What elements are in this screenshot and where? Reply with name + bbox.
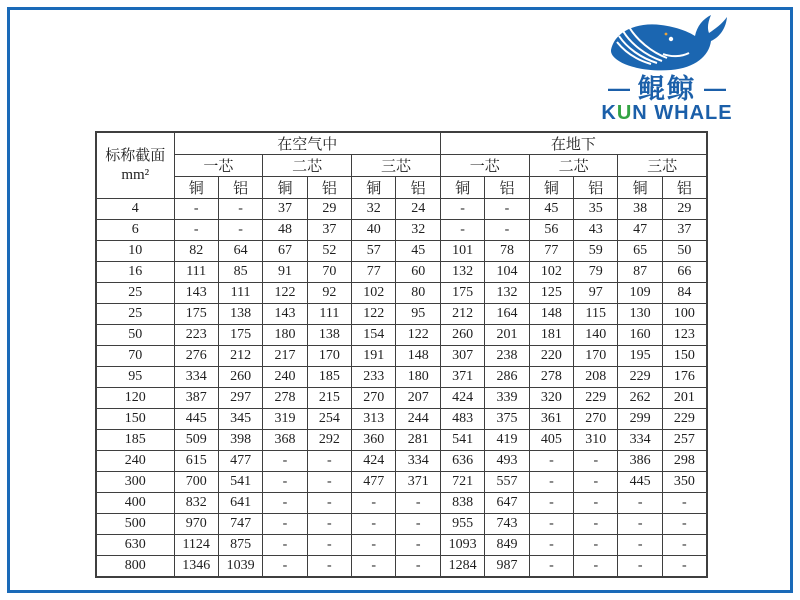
value-cell: 130: [618, 304, 662, 325]
value-cell: 66: [662, 262, 706, 283]
value-cell: 138: [307, 325, 351, 346]
value-cell: -: [263, 451, 307, 472]
table-row: [96, 556, 707, 578]
value-cell: 254: [307, 409, 351, 430]
core-header: 一芯: [440, 155, 529, 177]
value-cell: 109: [618, 283, 662, 304]
value-cell: 100: [662, 304, 706, 325]
section-cell: 400: [96, 493, 174, 514]
value-cell: 419: [485, 430, 529, 451]
material-header: 铜: [263, 177, 307, 199]
value-cell: 47: [618, 220, 662, 241]
value-cell: 170: [307, 346, 351, 367]
value-cell: 115: [574, 304, 618, 325]
value-cell: 176: [662, 367, 706, 388]
value-cell: 987: [485, 556, 529, 578]
value-cell: 832: [174, 493, 218, 514]
value-cell: -: [352, 535, 396, 556]
value-cell: 92: [307, 283, 351, 304]
value-cell: 140: [574, 325, 618, 346]
section-cell: 16: [96, 262, 174, 283]
value-cell: 150: [662, 346, 706, 367]
value-cell: 334: [174, 367, 218, 388]
value-cell: -: [662, 514, 706, 535]
value-cell: -: [574, 556, 618, 578]
value-cell: 143: [174, 283, 218, 304]
core-header: 二芯: [263, 155, 352, 177]
value-cell: -: [662, 535, 706, 556]
value-cell: 132: [440, 262, 484, 283]
value-cell: 229: [662, 409, 706, 430]
value-cell: -: [263, 556, 307, 578]
value-cell: 24: [396, 199, 440, 220]
material-header: 铝: [485, 177, 529, 199]
value-cell: -: [440, 220, 484, 241]
value-cell: 541: [218, 472, 262, 493]
value-cell: 493: [485, 451, 529, 472]
core-header: 一芯: [174, 155, 263, 177]
value-cell: 260: [218, 367, 262, 388]
value-cell: -: [174, 220, 218, 241]
value-cell: 37: [263, 199, 307, 220]
value-cell: 647: [485, 493, 529, 514]
brand-dash-right: —: [704, 76, 726, 101]
value-cell: 180: [263, 325, 307, 346]
value-cell: 50: [662, 241, 706, 262]
value-cell: 60: [396, 262, 440, 283]
value-cell: -: [574, 451, 618, 472]
value-cell: 164: [485, 304, 529, 325]
value-cell: 59: [574, 241, 618, 262]
value-cell: 82: [174, 241, 218, 262]
value-cell: 477: [352, 472, 396, 493]
value-cell: 180: [396, 367, 440, 388]
value-cell: 125: [529, 283, 573, 304]
value-cell: 700: [174, 472, 218, 493]
brand-dash-left: —: [608, 76, 630, 101]
value-cell: 122: [352, 304, 396, 325]
value-cell: 747: [218, 514, 262, 535]
value-cell: 212: [440, 304, 484, 325]
value-cell: 636: [440, 451, 484, 472]
value-cell: 278: [529, 367, 573, 388]
value-cell: 371: [396, 472, 440, 493]
value-cell: 32: [352, 199, 396, 220]
value-cell: 361: [529, 409, 573, 430]
value-cell: 56: [529, 220, 573, 241]
header-row-groups: [96, 132, 707, 155]
value-cell: 148: [396, 346, 440, 367]
value-cell: 40: [352, 220, 396, 241]
value-cell: -: [618, 556, 662, 578]
corner-header-line1: 标称截面: [105, 147, 166, 164]
value-cell: -: [485, 220, 529, 241]
section-cell: 4: [96, 199, 174, 220]
table-row: [96, 388, 707, 409]
value-cell: 154: [352, 325, 396, 346]
value-cell: -: [574, 472, 618, 493]
value-cell: 84: [662, 283, 706, 304]
value-cell: 111: [307, 304, 351, 325]
value-cell: -: [307, 556, 351, 578]
value-cell: 175: [440, 283, 484, 304]
value-cell: 334: [396, 451, 440, 472]
value-cell: 319: [263, 409, 307, 430]
value-cell: 445: [174, 409, 218, 430]
section-cell: 500: [96, 514, 174, 535]
value-cell: 875: [218, 535, 262, 556]
value-cell: 212: [218, 346, 262, 367]
value-cell: 77: [529, 241, 573, 262]
core-header: 三芯: [352, 155, 441, 177]
value-cell: 334: [618, 430, 662, 451]
value-cell: 32: [396, 220, 440, 241]
section-cell: 6: [96, 220, 174, 241]
value-cell: 185: [307, 367, 351, 388]
table-row: [96, 283, 707, 304]
value-cell: 339: [485, 388, 529, 409]
value-cell: 111: [174, 262, 218, 283]
value-cell: 281: [396, 430, 440, 451]
table-row: [96, 514, 707, 535]
value-cell: 360: [352, 430, 396, 451]
value-cell: 310: [574, 430, 618, 451]
value-cell: 240: [263, 367, 307, 388]
value-cell: 483: [440, 409, 484, 430]
value-cell: 79: [574, 262, 618, 283]
value-cell: 1039: [218, 556, 262, 578]
value-cell: 1124: [174, 535, 218, 556]
table-row: [96, 535, 707, 556]
value-cell: 260: [440, 325, 484, 346]
material-header: 铜: [174, 177, 218, 199]
value-cell: 35: [574, 199, 618, 220]
value-cell: 64: [218, 241, 262, 262]
brand-logo: [572, 12, 762, 123]
table-body: [96, 199, 707, 578]
value-cell: -: [574, 493, 618, 514]
value-cell: 509: [174, 430, 218, 451]
material-header: 铝: [662, 177, 706, 199]
value-cell: 80: [396, 283, 440, 304]
material-header: 铝: [218, 177, 262, 199]
value-cell: 201: [485, 325, 529, 346]
material-header: 铜: [352, 177, 396, 199]
value-cell: 244: [396, 409, 440, 430]
value-cell: 78: [485, 241, 529, 262]
value-cell: 122: [396, 325, 440, 346]
value-cell: 38: [618, 199, 662, 220]
corner-header-line2: mm²: [121, 166, 150, 183]
value-cell: -: [618, 514, 662, 535]
table-row: [96, 451, 707, 472]
value-cell: 29: [662, 199, 706, 220]
material-header: 铝: [396, 177, 440, 199]
value-cell: 229: [618, 367, 662, 388]
value-cell: 233: [352, 367, 396, 388]
brand-name-en-rest: N WHALE: [632, 102, 733, 124]
value-cell: -: [529, 556, 573, 578]
value-cell: 123: [662, 325, 706, 346]
table-row: [96, 367, 707, 388]
value-cell: 45: [396, 241, 440, 262]
value-cell: 270: [352, 388, 396, 409]
group-header-underground: 在地下: [440, 132, 706, 155]
value-cell: 297: [218, 388, 262, 409]
value-cell: 298: [662, 451, 706, 472]
table-row: [96, 346, 707, 367]
value-cell: -: [263, 514, 307, 535]
value-cell: 217: [263, 346, 307, 367]
ampacity-table: [95, 131, 708, 578]
section-cell: 50: [96, 325, 174, 346]
value-cell: 405: [529, 430, 573, 451]
table-row: [96, 409, 707, 430]
value-cell: 223: [174, 325, 218, 346]
value-cell: 87: [618, 262, 662, 283]
value-cell: 29: [307, 199, 351, 220]
section-cell: 150: [96, 409, 174, 430]
value-cell: -: [307, 535, 351, 556]
value-cell: 138: [218, 304, 262, 325]
value-cell: -: [307, 472, 351, 493]
header-row-materials: [96, 177, 707, 199]
value-cell: 445: [618, 472, 662, 493]
value-cell: -: [529, 493, 573, 514]
value-cell: 849: [485, 535, 529, 556]
material-header: 铝: [307, 177, 351, 199]
value-cell: 97: [574, 283, 618, 304]
value-cell: 292: [307, 430, 351, 451]
core-header: 二芯: [529, 155, 618, 177]
brand-name-en: [572, 103, 762, 123]
table-header: [96, 132, 707, 199]
value-cell: 52: [307, 241, 351, 262]
section-cell: 630: [96, 535, 174, 556]
table-row: [96, 472, 707, 493]
value-cell: 160: [618, 325, 662, 346]
value-cell: 257: [662, 430, 706, 451]
section-cell: 800: [96, 556, 174, 578]
value-cell: 170: [574, 346, 618, 367]
value-cell: -: [263, 535, 307, 556]
value-cell: 77: [352, 262, 396, 283]
section-cell: 70: [96, 346, 174, 367]
value-cell: 345: [218, 409, 262, 430]
value-cell: 122: [263, 283, 307, 304]
value-cell: 104: [485, 262, 529, 283]
value-cell: -: [529, 535, 573, 556]
value-cell: 743: [485, 514, 529, 535]
value-cell: 195: [618, 346, 662, 367]
value-cell: 278: [263, 388, 307, 409]
value-cell: 541: [440, 430, 484, 451]
value-cell: 398: [218, 430, 262, 451]
material-header: 铜: [529, 177, 573, 199]
value-cell: -: [396, 535, 440, 556]
header-row-cores: [96, 155, 707, 177]
value-cell: -: [218, 199, 262, 220]
value-cell: 721: [440, 472, 484, 493]
section-cell: 300: [96, 472, 174, 493]
material-header: 铝: [574, 177, 618, 199]
value-cell: -: [218, 220, 262, 241]
corner-header: [96, 132, 174, 199]
value-cell: -: [618, 535, 662, 556]
value-cell: -: [529, 514, 573, 535]
value-cell: -: [174, 199, 218, 220]
section-cell: 120: [96, 388, 174, 409]
value-cell: 111: [218, 283, 262, 304]
value-cell: 970: [174, 514, 218, 535]
value-cell: 386: [618, 451, 662, 472]
value-cell: -: [263, 493, 307, 514]
value-cell: -: [574, 535, 618, 556]
section-cell: 185: [96, 430, 174, 451]
value-cell: -: [396, 514, 440, 535]
brand-name-cn-text: 鲲鲸: [638, 74, 696, 104]
value-cell: 85: [218, 262, 262, 283]
value-cell: 350: [662, 472, 706, 493]
value-cell: 181: [529, 325, 573, 346]
value-cell: 175: [174, 304, 218, 325]
section-cell: 25: [96, 283, 174, 304]
value-cell: 238: [485, 346, 529, 367]
value-cell: -: [662, 493, 706, 514]
group-header-in-air: 在空气中: [174, 132, 440, 155]
value-cell: -: [307, 451, 351, 472]
value-cell: 838: [440, 493, 484, 514]
value-cell: 1093: [440, 535, 484, 556]
value-cell: 91: [263, 262, 307, 283]
value-cell: 132: [485, 283, 529, 304]
value-cell: 101: [440, 241, 484, 262]
material-header: 铜: [618, 177, 662, 199]
value-cell: 143: [263, 304, 307, 325]
table-row: [96, 430, 707, 451]
section-cell: 25: [96, 304, 174, 325]
value-cell: 65: [618, 241, 662, 262]
table-row: [96, 493, 707, 514]
table-row: [96, 262, 707, 283]
brand-letter-u: U: [616, 102, 633, 124]
value-cell: -: [263, 472, 307, 493]
value-cell: -: [396, 556, 440, 578]
value-cell: 208: [574, 367, 618, 388]
value-cell: -: [352, 556, 396, 578]
value-cell: 368: [263, 430, 307, 451]
value-cell: 175: [218, 325, 262, 346]
value-cell: 207: [396, 388, 440, 409]
value-cell: 102: [352, 283, 396, 304]
value-cell: 201: [662, 388, 706, 409]
value-cell: 191: [352, 346, 396, 367]
section-cell: 10: [96, 241, 174, 262]
value-cell: 299: [618, 409, 662, 430]
value-cell: 262: [618, 388, 662, 409]
value-cell: 45: [529, 199, 573, 220]
value-cell: 320: [529, 388, 573, 409]
value-cell: 43: [574, 220, 618, 241]
value-cell: 220: [529, 346, 573, 367]
value-cell: -: [485, 199, 529, 220]
value-cell: 557: [485, 472, 529, 493]
value-cell: -: [618, 493, 662, 514]
value-cell: -: [352, 493, 396, 514]
value-cell: 387: [174, 388, 218, 409]
value-cell: 229: [574, 388, 618, 409]
brand-letter-k: K: [601, 102, 617, 124]
value-cell: 371: [440, 367, 484, 388]
value-cell: 313: [352, 409, 396, 430]
value-cell: 955: [440, 514, 484, 535]
value-cell: 286: [485, 367, 529, 388]
value-cell: 375: [485, 409, 529, 430]
whale-icon: [605, 12, 729, 76]
value-cell: -: [396, 493, 440, 514]
value-cell: -: [529, 472, 573, 493]
value-cell: 148: [529, 304, 573, 325]
table-row: [96, 220, 707, 241]
value-cell: 307: [440, 346, 484, 367]
value-cell: 276: [174, 346, 218, 367]
value-cell: 95: [396, 304, 440, 325]
value-cell: 424: [440, 388, 484, 409]
table-row: [96, 304, 707, 325]
value-cell: 424: [352, 451, 396, 472]
value-cell: -: [529, 451, 573, 472]
value-cell: -: [662, 556, 706, 578]
value-cell: 477: [218, 451, 262, 472]
value-cell: -: [352, 514, 396, 535]
value-cell: 37: [662, 220, 706, 241]
value-cell: 270: [574, 409, 618, 430]
table-row: [96, 241, 707, 262]
value-cell: 215: [307, 388, 351, 409]
material-header: 铜: [440, 177, 484, 199]
value-cell: 67: [263, 241, 307, 262]
core-header: 三芯: [618, 155, 707, 177]
value-cell: 615: [174, 451, 218, 472]
value-cell: 1284: [440, 556, 484, 578]
section-cell: 240: [96, 451, 174, 472]
value-cell: -: [574, 514, 618, 535]
value-cell: 48: [263, 220, 307, 241]
value-cell: -: [307, 493, 351, 514]
value-cell: 102: [529, 262, 573, 283]
value-cell: -: [307, 514, 351, 535]
value-cell: 57: [352, 241, 396, 262]
value-cell: 37: [307, 220, 351, 241]
value-cell: 70: [307, 262, 351, 283]
section-cell: 95: [96, 367, 174, 388]
value-cell: 1346: [174, 556, 218, 578]
value-cell: 641: [218, 493, 262, 514]
table-row: [96, 325, 707, 346]
brand-name-cn: [572, 76, 762, 102]
table-row: [96, 199, 707, 220]
value-cell: -: [440, 199, 484, 220]
